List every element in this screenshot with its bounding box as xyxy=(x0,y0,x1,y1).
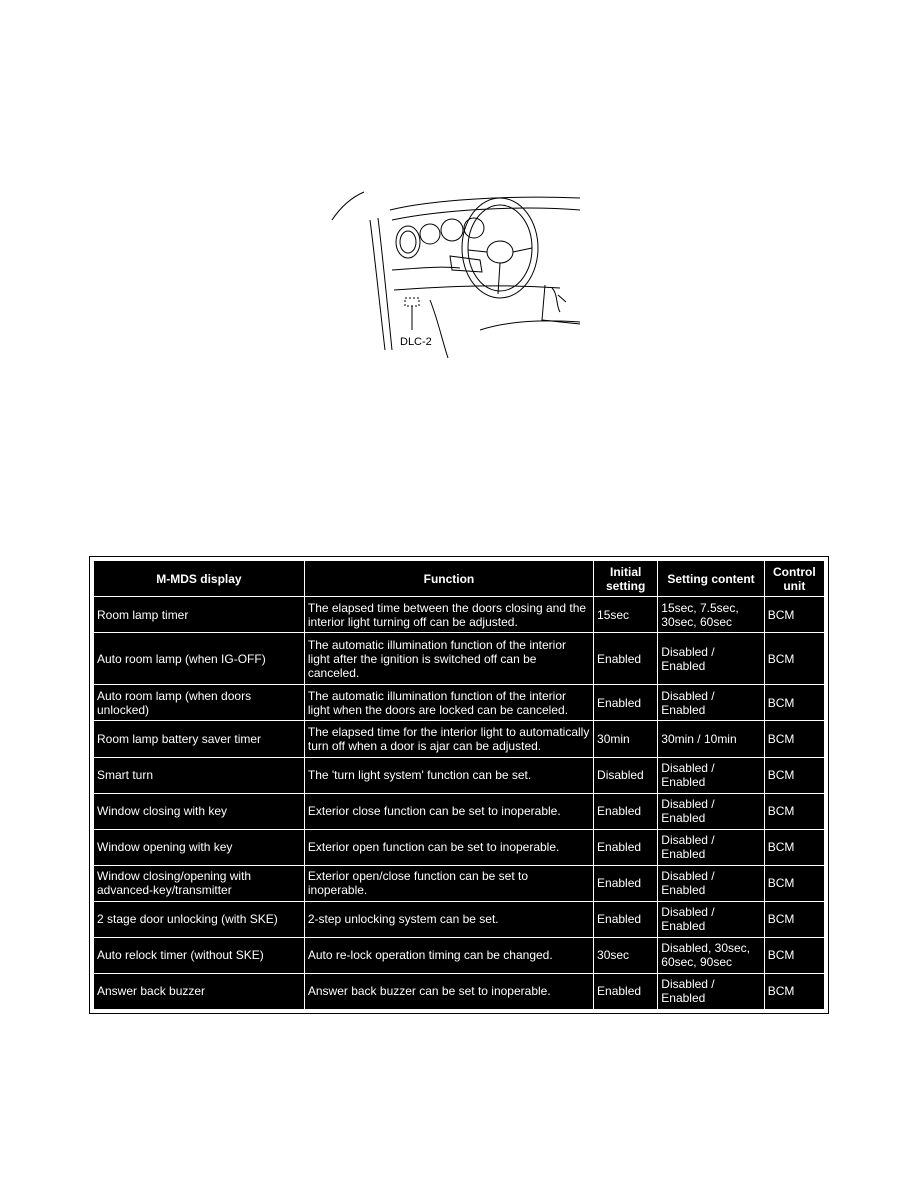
cell-display: Window opening with key xyxy=(94,829,305,865)
cell-control-unit: BCM xyxy=(764,937,824,973)
cell-display: Room lamp timer xyxy=(94,597,305,633)
cell-control-unit: BCM xyxy=(764,685,824,721)
cell-setting-content: Disabled, 30sec, 60sec, 90sec xyxy=(658,937,764,973)
cell-setting-content: Disabled / Enabled xyxy=(658,793,764,829)
cell-function: Exterior open/close function can be set to inoperable. xyxy=(304,865,593,901)
cell-setting-content: Disabled / Enabled xyxy=(658,973,764,1009)
cell-function: The automatic illumination function of the interior light when the doors are locked can be canceled. xyxy=(304,685,593,721)
cell-control-unit: BCM xyxy=(764,633,824,685)
cell-setting-content: Disabled / Enabled xyxy=(658,829,764,865)
cell-function: Exterior close function can be set to inoperable. xyxy=(304,793,593,829)
cell-display: Room lamp battery saver timer xyxy=(94,721,305,757)
cell-display: 2 stage door unlocking (with SKE) xyxy=(94,901,305,937)
cell-function: Answer back buzzer can be set to inoperable. xyxy=(304,973,593,1009)
table-row xyxy=(94,597,825,633)
cell-control-unit: BCM xyxy=(764,721,824,757)
cell-function: 2-step unlocking system can be set. xyxy=(304,901,593,937)
cell-setting-content: Disabled / Enabled xyxy=(658,757,764,793)
cell-initial-setting: Enabled xyxy=(594,829,658,865)
cell-display: Auto room lamp (when doors unlocked) xyxy=(94,685,305,721)
settings-table-container xyxy=(89,556,829,1014)
cell-initial-setting: Enabled xyxy=(594,901,658,937)
col-header-setting-content: Setting content xyxy=(658,561,764,597)
cell-initial-setting: Enabled xyxy=(594,633,658,685)
table-row xyxy=(94,757,825,793)
cell-function: The elapsed time between the doors closing and the interior light turning off can be adjusted. xyxy=(304,597,593,633)
cell-function: The automatic illumination function of the interior light after the ignition is switched off can be canceled. xyxy=(304,633,593,685)
cell-control-unit: BCM xyxy=(764,901,824,937)
cell-setting-content: Disabled / Enabled xyxy=(658,633,764,685)
table-row xyxy=(94,721,825,757)
cell-setting-content: Disabled / Enabled xyxy=(658,901,764,937)
cell-function: Exterior open function can be set to inoperable. xyxy=(304,829,593,865)
cell-display: Window closing/opening with advanced-key/transmitter xyxy=(94,865,305,901)
cell-control-unit: BCM xyxy=(764,865,824,901)
settings-table xyxy=(93,560,825,1010)
cell-initial-setting: Enabled xyxy=(594,685,658,721)
cell-setting-content: 15sec, 7.5sec, 30sec, 60sec xyxy=(658,597,764,633)
cell-display: Auto relock timer (without SKE) xyxy=(94,937,305,973)
cell-setting-content: Disabled / Enabled xyxy=(658,865,764,901)
cell-initial-setting: 15sec xyxy=(594,597,658,633)
cell-function: The 'turn light system' function can be set. xyxy=(304,757,593,793)
cell-initial-setting: Enabled xyxy=(594,973,658,1009)
cell-initial-setting: 30min xyxy=(594,721,658,757)
cell-setting-content: Disabled / Enabled xyxy=(658,685,764,721)
cell-display: Window closing with key xyxy=(94,793,305,829)
dashboard-drawing xyxy=(330,190,580,360)
dashboard-illustration xyxy=(330,190,580,360)
cell-control-unit: BCM xyxy=(764,793,824,829)
cell-control-unit: BCM xyxy=(764,757,824,793)
cell-control-unit: BCM xyxy=(764,829,824,865)
col-header-initial-setting: Initial setting xyxy=(594,561,658,597)
cell-display: Auto room lamp (when IG-OFF) xyxy=(94,633,305,685)
cell-control-unit: BCM xyxy=(764,973,824,1009)
table-row xyxy=(94,829,825,865)
table-row xyxy=(94,937,825,973)
cell-setting-content: 30min / 10min xyxy=(658,721,764,757)
table-row xyxy=(94,901,825,937)
col-header-function: Function xyxy=(304,561,593,597)
table-body xyxy=(94,597,825,1010)
cell-display: Smart turn xyxy=(94,757,305,793)
cell-display: Answer back buzzer xyxy=(94,973,305,1009)
cell-function: The elapsed time for the interior light to automatically turn off when a door is ajar can be adjusted. xyxy=(304,721,593,757)
cell-control-unit: BCM xyxy=(764,597,824,633)
cell-function: Auto re-lock operation timing can be changed. xyxy=(304,937,593,973)
cell-initial-setting: Enabled xyxy=(594,865,658,901)
table-row xyxy=(94,865,825,901)
cell-initial-setting: Disabled xyxy=(594,757,658,793)
table-row xyxy=(94,633,825,685)
table-row xyxy=(94,685,825,721)
table-row xyxy=(94,973,825,1009)
col-header-display: M-MDS display xyxy=(94,561,305,597)
table-header-row xyxy=(94,561,825,597)
cell-initial-setting: 30sec xyxy=(594,937,658,973)
dlc-label: DLC-2 xyxy=(400,336,432,348)
table-row xyxy=(94,793,825,829)
col-header-control-unit: Control unit xyxy=(764,561,824,597)
cell-initial-setting: Enabled xyxy=(594,793,658,829)
